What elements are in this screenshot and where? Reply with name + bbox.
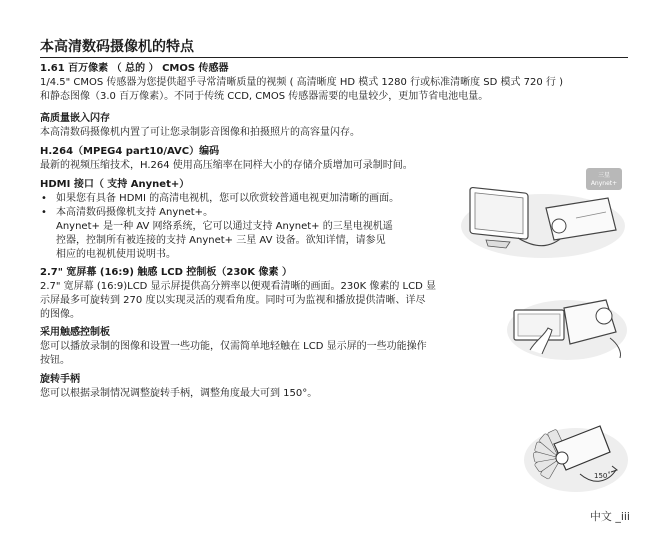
page-footer: 中文 _iii [589, 510, 630, 523]
hdmi-cont-1: Anynet+ 是一种 AV 网络系统，它可以通过支持 Anynet+ 的三星电视机遥 [56, 221, 393, 232]
section-lcd [40, 266, 500, 322]
section-grip-title: 旋转手柄 [40, 374, 80, 385]
section-cmos-line2: 和静态图像（3.0 百万像素）。不同于传统 CCD, CMOS 传感器需要的电量较少，更加节省电池电量。 [40, 91, 489, 102]
section-cmos [40, 62, 563, 104]
section-grip-line1: 您可以根据录制情况调整旋转手柄，调整角度最大可到 150°。 [40, 388, 318, 399]
section-h264 [40, 145, 413, 173]
section-touch-title: 采用触感控制板 [40, 327, 110, 338]
section-touch-line2: 按钮。 [40, 355, 70, 366]
section-grip [40, 373, 317, 401]
touch-lcd-illustration [506, 292, 628, 362]
section-h264-title: H.264（MPEG4 part10/AVC）编码 [40, 146, 220, 157]
section-touch-line1: 您可以播放录制的图像和设置一些功能，仅需简单地轻触在 LCD 显示屏的一些功能操作 [40, 341, 427, 352]
section-flash [40, 112, 360, 140]
section-hdmi-title: HDMI 接口（ 支持 Anynet+） [40, 179, 190, 190]
hdmi-cont-3: 相应的电视机使用说明书。 [56, 249, 176, 260]
section-lcd-line1: 2.7" 宽屏幕 (16:9)LCD 显示屏提供高分辨率以便观看清晰的画面。230K 像素的 LCD 显 [40, 281, 436, 292]
rotating-grip-illustration [520, 408, 628, 496]
section-cmos-line1: 1/4.5" CMOS 传感器为您提供超乎寻常清晰质量的视频 ( 高清晰度 HD 模式 1280 行或标准清晰度 SD 模式 720 行 ) [40, 77, 563, 88]
anynet-label: Anynet+ [590, 180, 618, 187]
section-flash-line1: 本高清数码摄像机内置了可让您录制影音图像和拍摄照片的高容量闪存。 [40, 127, 360, 138]
hdmi-bullet-2: • 本高清数码摄像机支持 Anynet+。 [40, 206, 450, 220]
section-cmos-title: 1.61 百万像素 （ 总的 ） CMOS 传感器 [40, 63, 229, 74]
section-h264-line1: 最新的视频压缩技术，H.264 使用高压缩率在同样大小的存储介质增加可录制时间。 [40, 160, 413, 171]
section-lcd-title: 2.7" 宽屏幕 (16:9) 触感 LCD 控制板（230K 像素 ） [40, 267, 292, 278]
section-hdmi [40, 178, 450, 262]
page-title: 本高清数码摄像机的特点 [40, 38, 628, 58]
section-touch [40, 326, 500, 368]
grip-angle-label: 150˚ [594, 472, 611, 480]
tv-camcorder-illustration [458, 168, 628, 260]
hdmi-cont-2: 控器，控制所有被连接的支持 Anynet+ 三星 AV 设备。欲知详情，请参见 [56, 235, 386, 246]
hdmi-bullet-1: • 如果您有具备 HDMI 的高清电视机，您可以欣赏较普通电视更加清晰的画面。 [40, 192, 450, 206]
section-lcd-line2: 示屏最多可旋转到 270 度以实现灵活的观看角度。同时可为监视和播放提供清晰、详尽 [40, 295, 426, 306]
section-flash-title: 高质量嵌入闪存 [40, 113, 110, 124]
tv-brand-label: 三星 [597, 172, 611, 179]
section-lcd-line3: 的图像。 [40, 309, 80, 320]
